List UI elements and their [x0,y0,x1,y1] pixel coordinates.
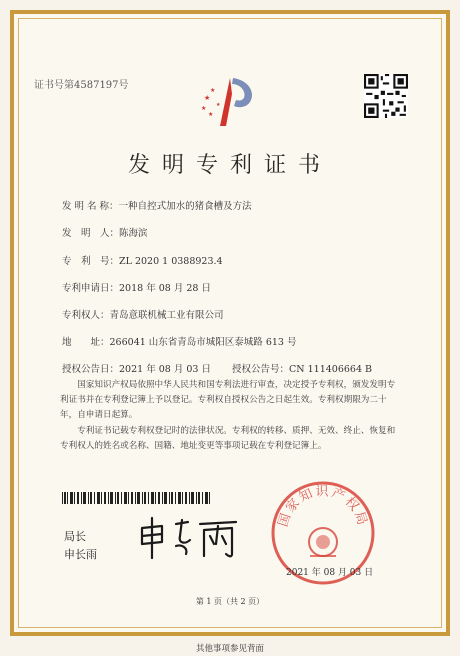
certificate-number: 证书号第4587197号 [34,80,129,91]
bottom-note: 其他事项参见背面 [195,644,264,654]
field-label: 发 明 名 称： [62,201,119,212]
grant-number [232,361,372,375]
field-label: 专利申请日： [62,283,120,294]
svg-text:国家知识产权局 [276,485,370,529]
page-info: 第 1 页（共 2 页） [195,597,265,606]
grant-number-label: 授权公告号： [232,364,290,375]
svg-text:★: ★ [208,111,214,118]
field-value: 266041 山东省青岛市城阳区泰城路 613 号 [109,337,297,348]
cnipa-logo-icon [196,70,266,130]
paragraph-grant-statement: 国家知识产权局依照中华人民共和国专利法进行审查，决定授予专利权，颁发发明专利证书并在专利登记簿上予以登记。专利权自授权公告之日起生效。专利权期限为二十年，自申请日起算。 [60,380,396,420]
certificate-title: 发明专利证书 [127,153,332,178]
field-label: 专 利 号： [62,256,120,267]
grant-date [62,361,211,375]
field-value: 一种自控式加水的猪食槽及方法 [118,201,252,212]
seal-date: 2021 年 08 月 03 日 [286,568,374,578]
field-address [62,334,296,348]
barcode [62,492,212,504]
svg-text:★: ★ [201,105,207,112]
field-patent-number [62,253,223,267]
field-application-date [62,280,211,294]
field-patentee [62,307,224,321]
paragraph-legal-status: 专利证书记载专利权登记时的法律状况。专利权的转移、质押、无效、终止、恢复和专利权人的姓名或名称、国籍、地址变更等事项记载在专利登记簿上。 [60,426,396,451]
svg-text:★: ★ [204,94,211,102]
field-value: 陈海滨 [119,228,148,239]
seal-text: 国家知识产权局 [275,484,371,529]
field-invention-name [62,198,252,212]
qr-code [364,74,408,118]
field-label: 地 址： [62,337,110,348]
field-label: 专利权人： [62,310,110,321]
field-value: 2018 年 08 月 28 日 [119,283,211,294]
field-label: 发 明 人： [62,228,120,239]
svg-text:★: ★ [210,87,216,94]
handwritten-signature [136,514,246,562]
signatory-title: 局长 [64,530,86,543]
field-inventor [62,225,148,239]
grant-date-label: 授权公告日： [62,364,120,375]
signatory-name: 申长雨 [64,548,97,561]
field-value: ZL 2020 1 0388923.4 [119,256,223,267]
grant-number-value: CN 111406664 B [289,364,373,375]
grant-date-value: 2021 年 08 月 03 日 [119,364,211,375]
svg-text:★: ★ [216,102,221,108]
field-value: 青岛意联机械工业有限公司 [109,310,224,321]
